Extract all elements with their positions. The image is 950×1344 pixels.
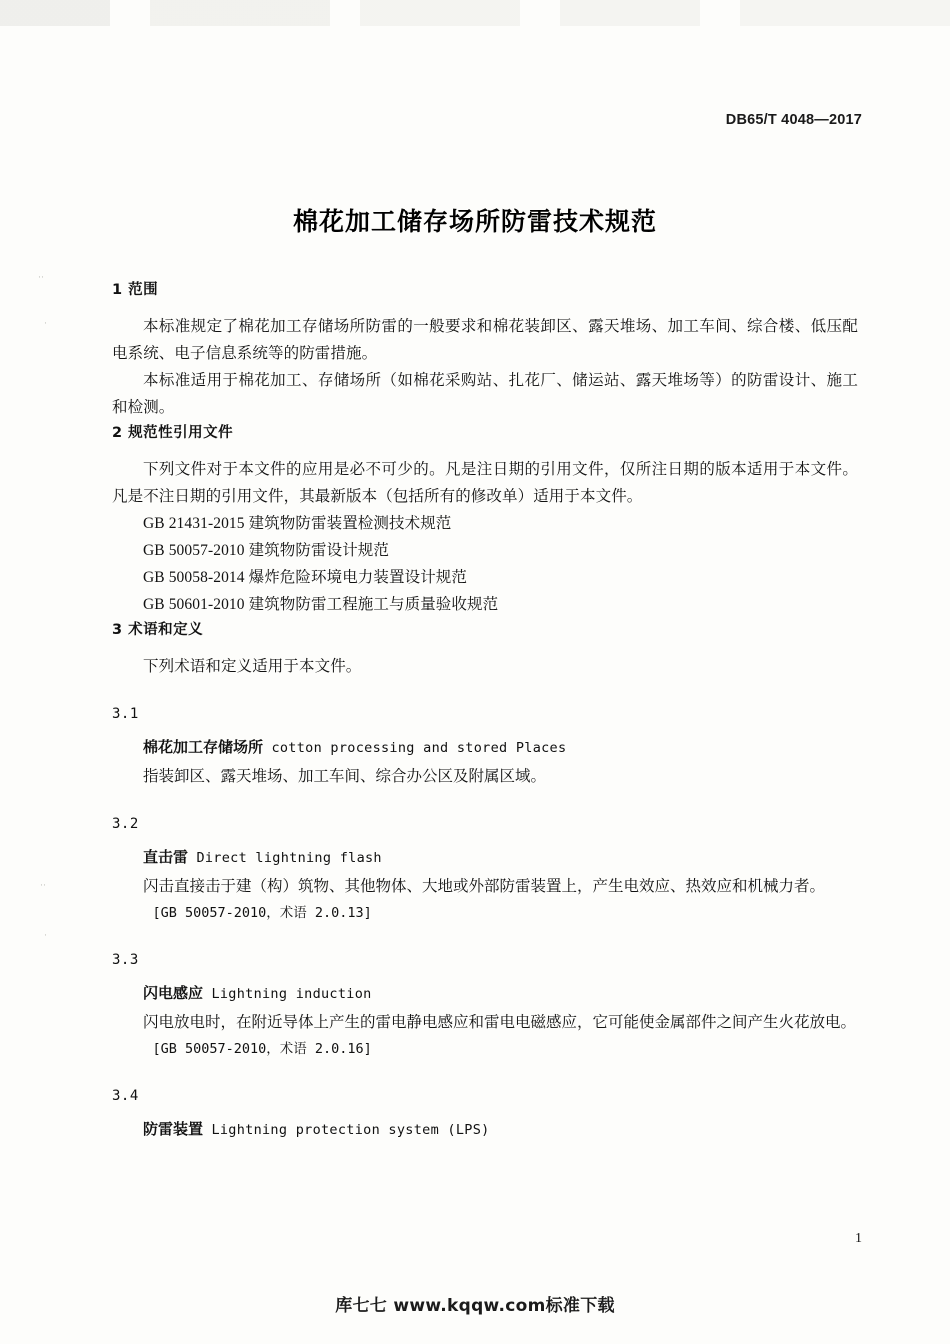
clause-number-3-2: 3.2 xyxy=(112,816,139,832)
footer-watermark: 库七七 www.kqqw.com标准下载 xyxy=(335,1296,615,1316)
clause-number-3-3: 3.3 xyxy=(112,952,139,968)
page-number: 1 xyxy=(855,1231,862,1246)
term-entry-3-4 xyxy=(143,1116,858,1143)
scan-speck: · xyxy=(44,930,47,940)
term-entry-3-2 xyxy=(143,844,858,871)
scan-speck: · xyxy=(44,318,47,328)
section-heading-terms-definitions: 3 术语和定义 xyxy=(112,622,204,638)
scan-speck: ·· xyxy=(40,880,46,890)
term-label-zh: 防雷装置 xyxy=(143,1120,204,1138)
term-label-en: Lightning induction xyxy=(203,986,372,1002)
clause-number-3-4: 3.4 xyxy=(112,1088,139,1104)
list-item: GB 21431-2015 建筑物防雷装置检测技术规范 xyxy=(143,515,452,532)
term-label-en: Direct lightning flash xyxy=(188,850,382,866)
scan-artifact-strip xyxy=(0,0,950,26)
term-entry-3-1 xyxy=(143,734,858,761)
paragraph-terms-intro: 下列术语和定义适用于本文件。 xyxy=(143,658,362,675)
paragraph-references-intro: 下列文件对于本文件的应用是必不可少的。凡是注日期的引用文件，仅所注日期的版本适用于本文件。凡是不注日期的引用文件，其最新版本（包括所有的修改单）适用于本文件。 xyxy=(112,461,858,505)
term-definition-3-1: 指装卸区、露天堆场、加工车间、综合办公区及附属区域。 xyxy=(143,768,547,785)
term-label-en: Lightning protection system (LPS) xyxy=(203,1122,490,1138)
list-item: GB 50057-2010 建筑物防雷设计规范 xyxy=(143,542,389,559)
list-item: GB 50058-2014 爆炸危险环境电力装置设计规范 xyxy=(143,569,467,586)
term-label-zh: 棉花加工存储场所 xyxy=(143,738,264,756)
term-source-3-2: [GB 50057-2010，术语 2.0.13] xyxy=(152,905,372,921)
standard-code-header: DB65/T 4048—2017 xyxy=(725,112,862,128)
normative-reference-list xyxy=(112,510,858,618)
section-heading-scope: 1 范围 xyxy=(112,282,159,298)
scan-speck: ·· xyxy=(38,272,44,282)
term-label-zh: 直击雷 xyxy=(143,848,189,866)
list-item: GB 50601-2010 建筑物防雷工程施工与质量验收规范 xyxy=(143,596,499,613)
paragraph-scope-2: 本标准适用于棉花加工、存储场所（如棉花采购站、扎花厂、储运站、露天堆场等）的防雷设计、施工和检测。 xyxy=(112,372,858,416)
clause-number-3-1: 3.1 xyxy=(112,706,139,722)
term-definition-3-2: 闪击直接击于建（构）筑物、其他物体、大地或外部防雷装置上，产生电效应、热效应和机械力者。 xyxy=(143,878,826,895)
term-source-3-3: [GB 50057-2010，术语 2.0.16] xyxy=(152,1041,372,1057)
term-label-en: cotton processing and stored Places xyxy=(263,740,567,756)
term-label-zh: 闪电感应 xyxy=(143,984,204,1002)
document-body xyxy=(112,278,858,1145)
paragraph-scope-1: 本标准规定了棉花加工存储场所防雷的一般要求和棉花装卸区、露天堆场、加工车间、综合楼、低压配电系统、电子信息系统等的防雷措施。 xyxy=(112,318,858,362)
term-entry-3-3 xyxy=(143,980,858,1007)
section-heading-normative-references: 2 规范性引用文件 xyxy=(112,425,234,441)
term-definition-3-3: 闪电放电时，在附近导体上产生的雷电静电感应和雷电电磁感应，它可能使金属部件之间产生火花放电。 xyxy=(143,1014,857,1031)
page-title: 棉花加工储存场所防雷技术规范 xyxy=(292,207,657,236)
